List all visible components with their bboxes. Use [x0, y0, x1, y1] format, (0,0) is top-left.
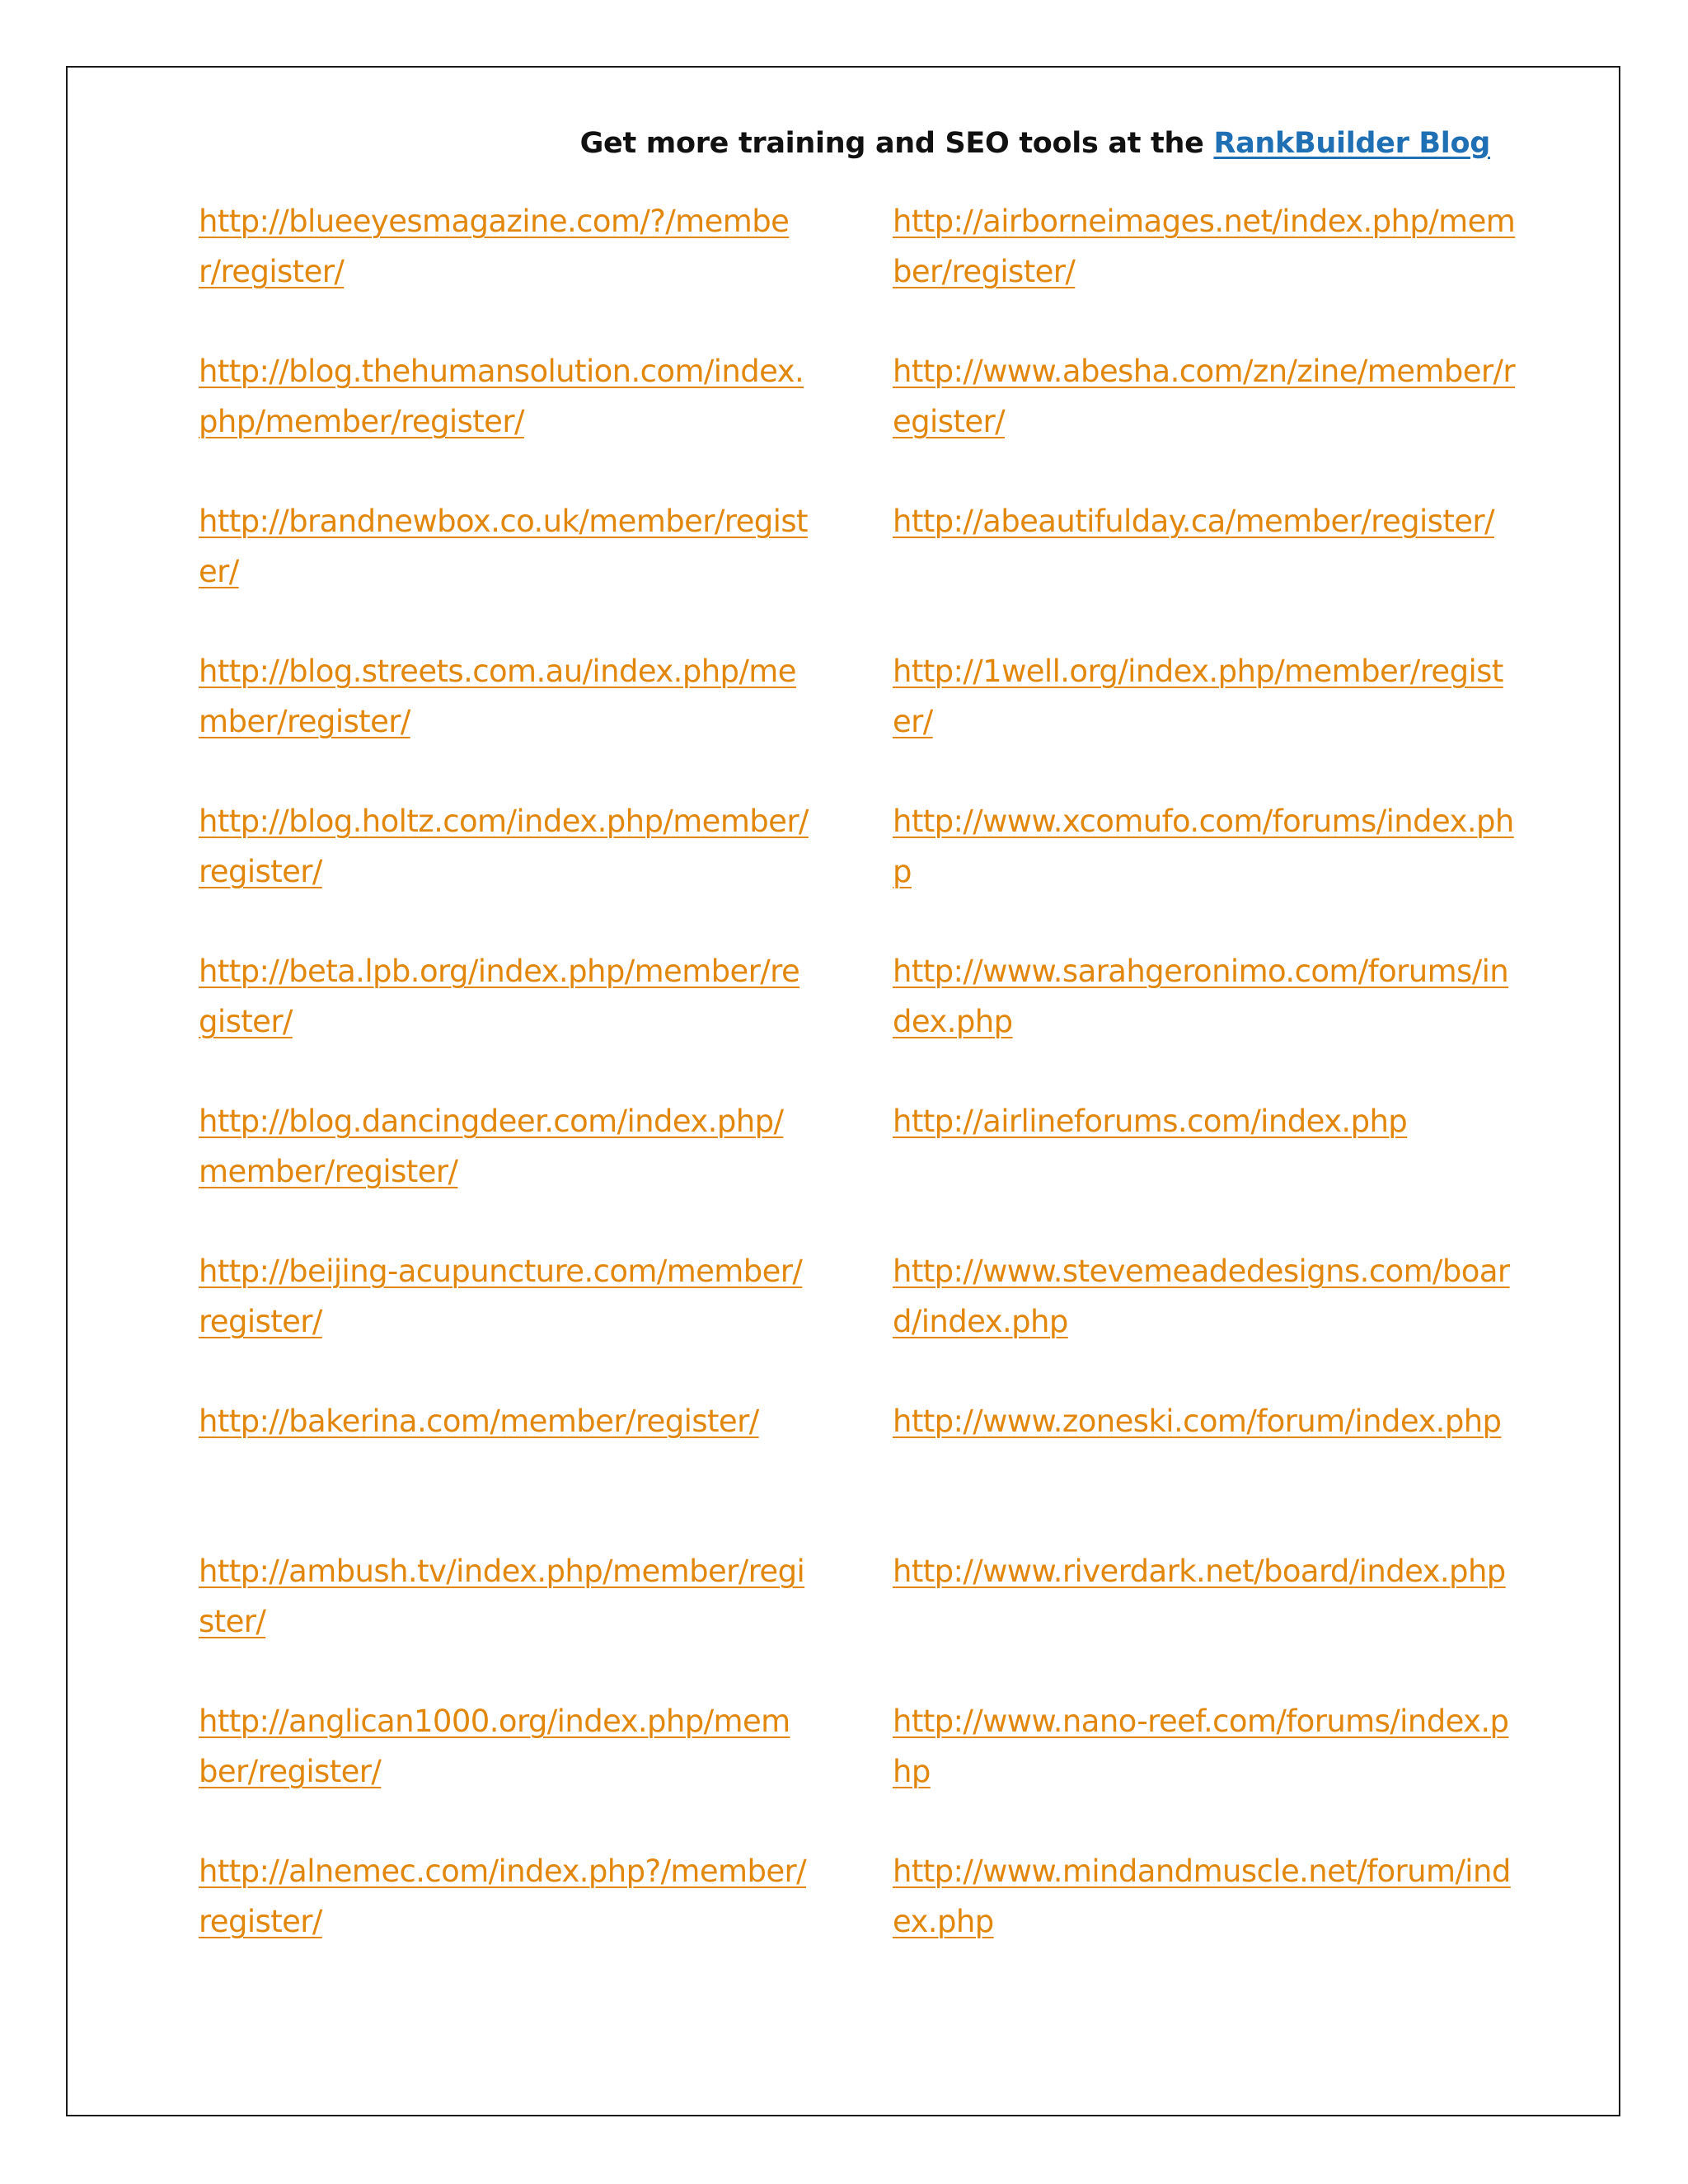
url-link[interactable]: http://blog.streets.com.au/index.php/member/register/ [199, 654, 796, 739]
list-item [199, 646, 809, 796]
list-item [199, 1846, 809, 1996]
url-link[interactable]: http://www.zoneski.com/forum/index.php [893, 1404, 1502, 1439]
url-link[interactable]: http://abeautifulday.ca/member/register/ [893, 504, 1494, 539]
url-link[interactable]: http://brandnewbox.co.uk/member/register/ [199, 504, 808, 589]
rankbuilder-blog-link[interactable]: RankBuilder Blog [1213, 127, 1490, 160]
url-link[interactable]: http://1well.org/index.php/member/register/ [893, 654, 1503, 739]
list-item [893, 1096, 1519, 1246]
url-link[interactable]: http://www.xcomufo.com/forums/index.php [893, 804, 1514, 889]
url-link[interactable]: http://airborneimages.net/index.php/member/register/ [893, 204, 1516, 289]
list-item [893, 796, 1519, 946]
url-link[interactable]: http://alnemec.com/index.php?/member/register/ [199, 1854, 807, 1939]
list-item [199, 1246, 809, 1396]
url-link[interactable]: http://bakerina.com/member/register/ [199, 1404, 759, 1439]
link-column-left [199, 196, 809, 1996]
list-item [893, 1246, 1519, 1396]
url-link[interactable]: http://www.riverdark.net/board/index.php [893, 1554, 1506, 1589]
url-link[interactable]: http://beta.lpb.org/index.php/member/register/ [199, 954, 800, 1039]
url-link[interactable]: http://anglican1000.org/index.php/member/register/ [199, 1704, 790, 1789]
list-item [199, 1396, 809, 1546]
url-link[interactable]: http://blog.holtz.com/index.php/member/register/ [199, 804, 809, 889]
url-link[interactable]: http://airlineforums.com/index.php [893, 1104, 1408, 1139]
url-link[interactable]: http://www.mindandmuscle.net/forum/index.php [893, 1854, 1511, 1939]
url-link[interactable]: http://blueeyesmagazine.com/?/member/register/ [199, 204, 790, 289]
url-link[interactable]: http://blog.dancingdeer.com/index.php/member/register/ [199, 1104, 784, 1189]
list-item [893, 646, 1519, 796]
list-item [199, 196, 809, 346]
list-item [893, 1696, 1519, 1846]
list-item [893, 346, 1519, 496]
url-link[interactable]: http://blog.thehumansolution.com/index.php/member/register/ [199, 354, 804, 439]
list-item [199, 1696, 809, 1846]
list-item [199, 946, 809, 1096]
list-item [893, 1396, 1519, 1546]
list-item [893, 196, 1519, 346]
list-item [199, 1096, 809, 1246]
list-item [199, 796, 809, 946]
list-item [893, 946, 1519, 1096]
list-item [893, 1546, 1519, 1696]
url-link[interactable]: http://www.sarahgeronimo.com/forums/index.php [893, 954, 1509, 1039]
url-link[interactable]: http://www.abesha.com/zn/zine/member/register/ [893, 354, 1515, 439]
header-text: Get more training and SEO tools at the [579, 127, 1204, 160]
list-item [199, 496, 809, 646]
url-link[interactable]: http://www.stevemeadedesigns.com/board/index.php [893, 1254, 1510, 1339]
header-promo [580, 127, 1490, 160]
list-item [199, 346, 809, 496]
list-item [893, 1846, 1519, 1996]
list-item [893, 496, 1519, 646]
url-link[interactable]: http://beijing-acupuncture.com/member/register/ [199, 1254, 803, 1339]
link-column-right [893, 196, 1519, 1996]
url-link[interactable]: http://ambush.tv/index.php/member/register/ [199, 1554, 805, 1639]
url-link[interactable]: http://www.nano-reef.com/forums/index.php [893, 1704, 1509, 1789]
list-item [199, 1546, 809, 1696]
